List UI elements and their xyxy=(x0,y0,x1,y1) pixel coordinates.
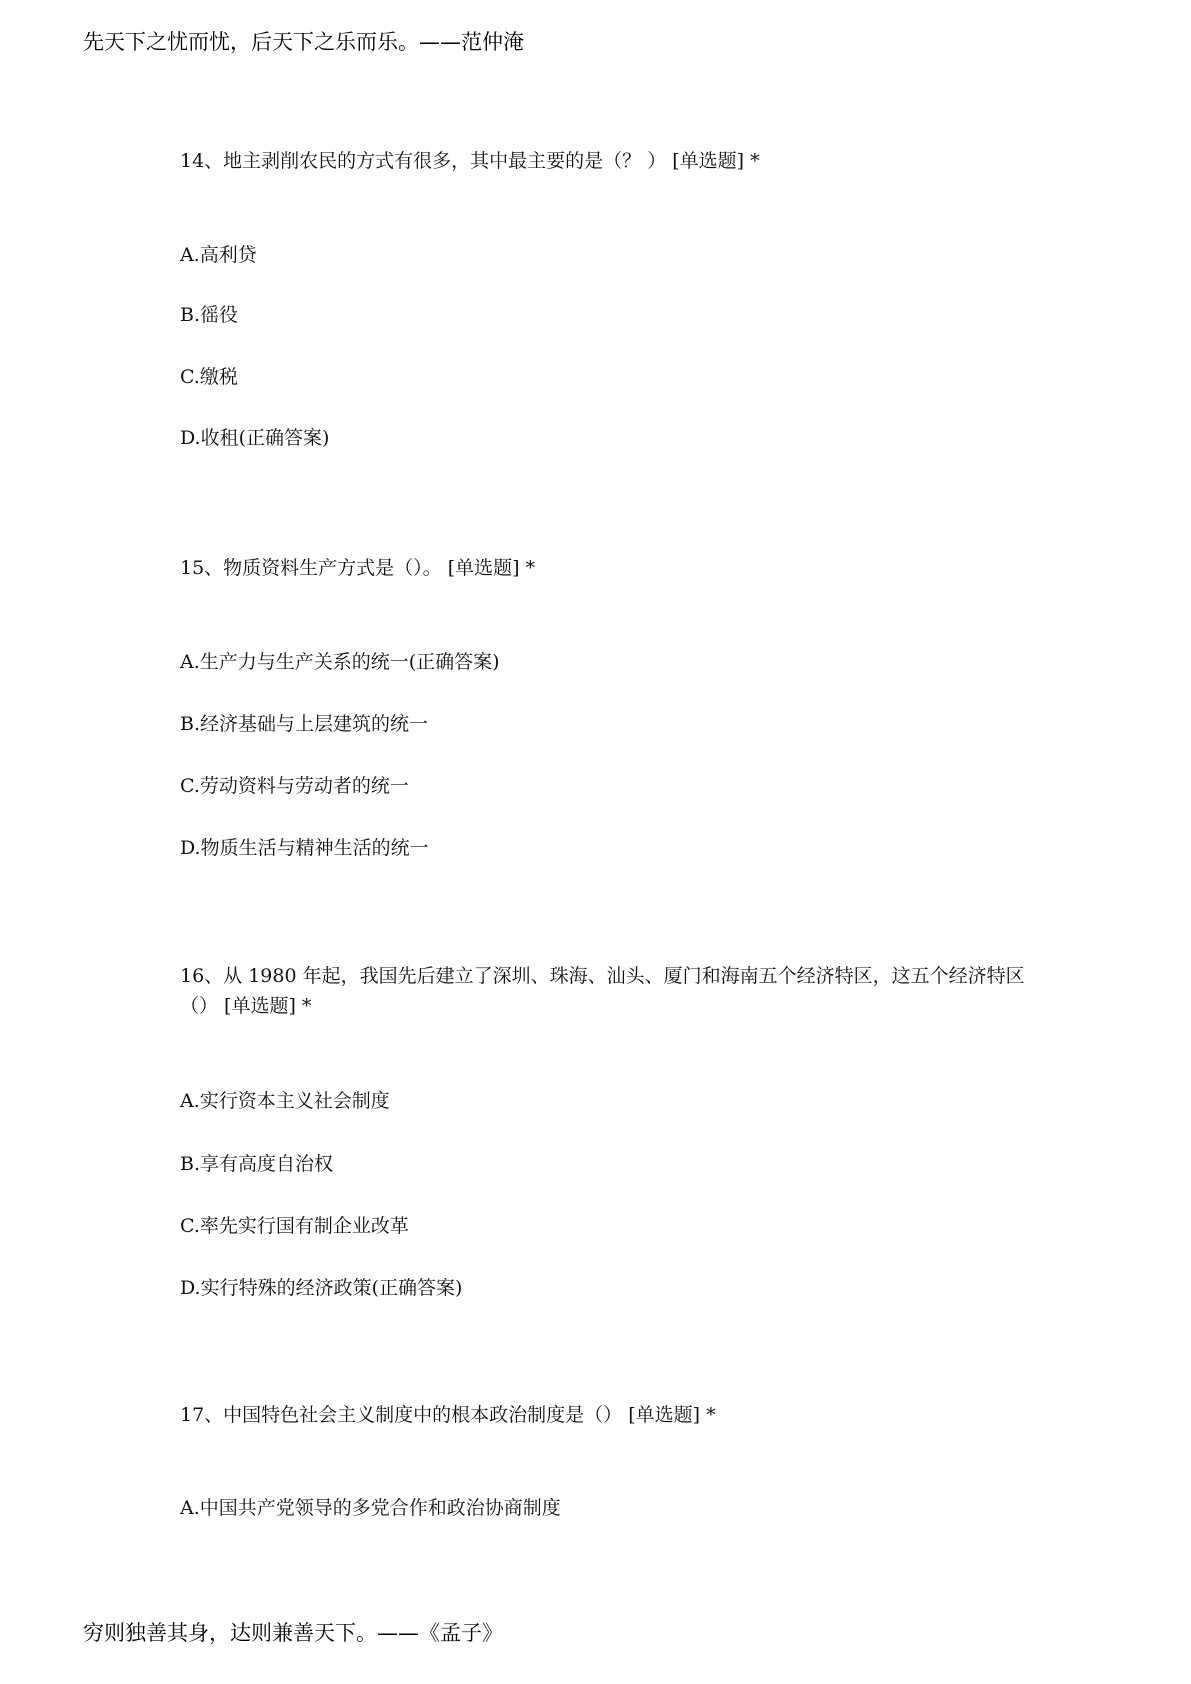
question-15-option-a: A.生产力与生产关系的统一(正确答案) xyxy=(180,651,500,673)
question-14-option-b: B.徭役 xyxy=(180,304,239,326)
question-text: 16、从 1980 年起，我国先后建立了深圳、珠海、汕头、厦门和海南五个经济特区，这五个经济特区（） [单选题] * xyxy=(180,965,1025,1017)
question-16-option-b: B.享有高度自治权 xyxy=(180,1153,334,1175)
question-text: 15、物质资料生产方式是（）。 [单选题] * xyxy=(180,557,536,579)
footer-quote: 穷则独善其身，达则兼善天下。——《孟子》 xyxy=(83,1621,503,1645)
question-14-option-c: C.缴税 xyxy=(180,366,238,388)
question-15-option-b: B.经济基础与上层建筑的统一 xyxy=(180,713,429,735)
header-quote: 先天下之忧而忧，后天下之乐而乐。——范仲淹 xyxy=(83,30,524,54)
question-16-option-a: A.实行资本主义社会制度 xyxy=(180,1090,390,1112)
question-15 xyxy=(180,553,1030,583)
question-15-option-c: C.劳动资料与劳动者的统一 xyxy=(180,775,409,797)
question-text: 17、中国特色社会主义制度中的根本政治制度是（） [单选题] * xyxy=(180,1404,716,1426)
question-17 xyxy=(180,1400,1030,1430)
question-16-option-d: D.实行特殊的经济政策(正确答案) xyxy=(180,1277,463,1299)
question-17-option-a: A.中国共产党领导的多党合作和政治协商制度 xyxy=(180,1497,561,1519)
question-text: 14、地主剥削农民的方式有很多，其中最主要的是（？ ） [单选题] * xyxy=(180,150,760,172)
question-15-option-d: D.物质生活与精神生活的统一 xyxy=(180,837,429,859)
question-16 xyxy=(180,961,1030,1021)
question-14 xyxy=(180,146,1030,176)
question-14-option-a: A.高利贷 xyxy=(180,244,257,266)
question-16-option-c: C.率先实行国有制企业改革 xyxy=(180,1215,409,1237)
question-14-option-d: D.收租(正确答案) xyxy=(180,427,330,449)
